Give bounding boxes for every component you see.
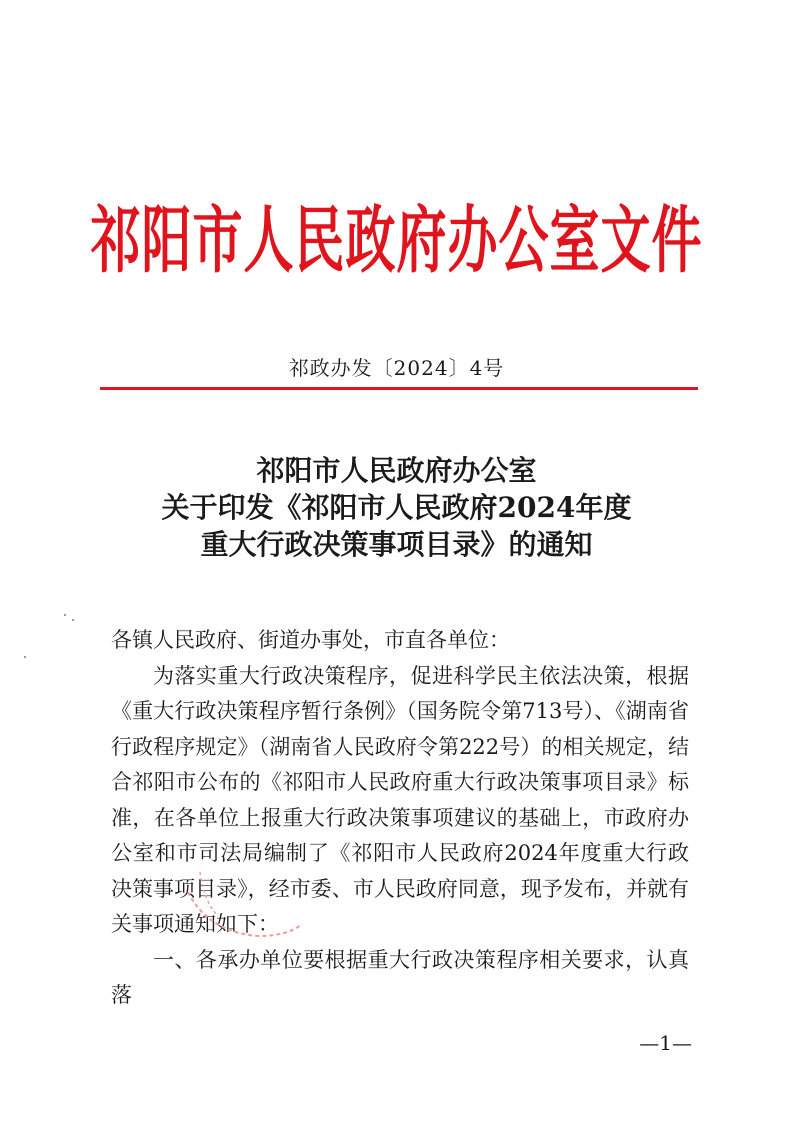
masthead-title: 祁阳市人民政府办公室文件 [90, 197, 703, 284]
document-title [0, 452, 793, 563]
scan-speck [24, 656, 26, 658]
scan-speck [72, 619, 74, 621]
title-line-3: 重大行政决策事项目录》的通知 [200, 528, 593, 561]
red-separator-rule [100, 387, 698, 390]
salutation: 各镇人民政府、街道办事处，市直各单位： [111, 628, 510, 652]
document-body [111, 623, 689, 1014]
body-paragraph-1: 为落实重大行政决策程序，促进科学民主依法决策，根据《重大行政决策程序暂行条例》（国务院令第713号）、《湖南省行政程序规定》（湖南省人民政府令第222号）的相关规定，结合祁阳市公布的《祁阳市人民政府重大行政决策事项目录》标准，在各单位上报重大行政决策事项建议的基础上，市政府办公室和市司法局编制了《祁阳市人民政府2024年度重大行政决策事项目录》，经市委、市人民政府同意，现予发布，并就有关事项通知如下： [111, 663, 689, 936]
page-number: —1— [639, 1031, 692, 1055]
title-line-2: 关于印发《祁阳市人民政府2024年度 [161, 491, 632, 524]
document-number: 祁政办发〔2024〕4号 [288, 356, 505, 380]
title-line-1: 祁阳市人民政府办公室 [256, 454, 537, 487]
body-paragraph-2: 一、各承办单位要根据重大行政决策程序相关要求，认真落 [111, 947, 689, 1007]
scan-speck [64, 614, 66, 616]
